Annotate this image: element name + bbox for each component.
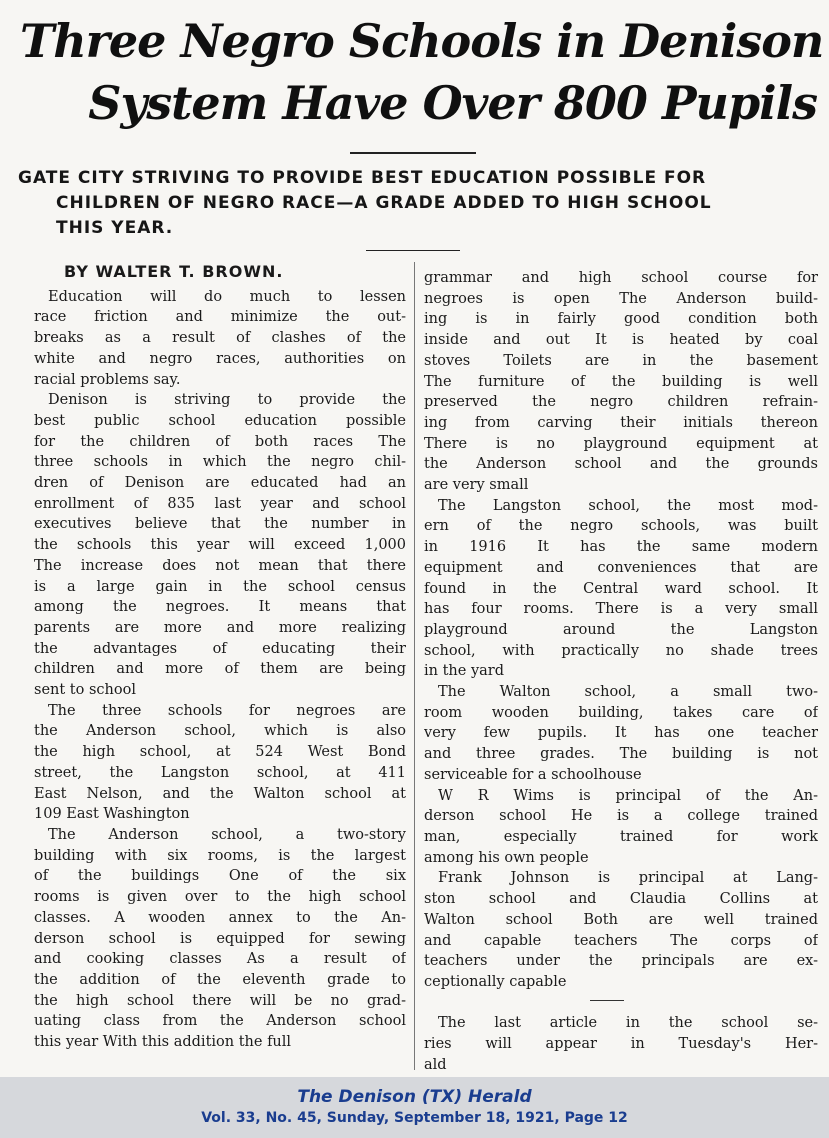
article-line: ceptionally capable — [424, 973, 567, 990]
article-line: Frank Johnson is principal at Lang- — [438, 870, 818, 887]
article-line: the schools this year will exceed 1,000 — [34, 537, 406, 554]
article-line: room wooden building, takes care of — [424, 704, 818, 721]
article-line: 109 East Washington — [34, 806, 190, 823]
article-line: the high school there will be no grad- — [34, 992, 406, 1009]
deck-line: THIS YEAR. — [56, 218, 174, 238]
article-line: The Anderson school, a two-story — [48, 826, 406, 843]
article-line: W R Wims is principal of the An- — [438, 787, 818, 804]
article-line: playground around the Langston — [424, 621, 818, 638]
article-line: derson school He is a college trained — [424, 808, 818, 825]
article-line: ern of the negro schools, was built — [424, 518, 818, 535]
article-line: teachers under the principals are ex- — [424, 953, 818, 970]
article-line: in the yard — [424, 663, 504, 680]
issue-info: Vol. 33, No. 45, Sunday, September 18, 1921, Page 12 — [201, 1110, 628, 1126]
article-line: parents are more and more realizing — [34, 619, 406, 636]
article-line: stoves Toilets are in the basement — [424, 352, 818, 369]
article-line: inside and out It is heated by coal — [424, 332, 818, 349]
article-line: for the children of both races The — [34, 433, 406, 450]
deck-rule — [366, 250, 460, 251]
article-line: The three schools for negroes are — [48, 702, 406, 719]
article-line: among the negroes. It means that — [34, 599, 406, 616]
article-line: There is no playground equipment at — [424, 435, 818, 452]
column-divider — [414, 262, 415, 1070]
article-line: ing is in fairly good condition both — [424, 311, 818, 328]
article-line: racial problems say. — [34, 371, 181, 388]
article-line: three schools in which the negro chil- — [34, 454, 406, 471]
article-line: building with six rooms, is the largest — [34, 847, 406, 864]
headline-rule — [350, 152, 476, 154]
article-column-left — [34, 262, 406, 1053]
headline-line-2: System Have Over 800 Pupils — [88, 76, 817, 130]
closing-separator — [590, 1000, 624, 1001]
article-line: in 1916 It has the same modern — [424, 539, 818, 556]
article-line: has four rooms. There is a very small — [424, 601, 818, 618]
article-line: negroes is open The Anderson build- — [424, 290, 818, 307]
article-line: preserved the negro children refrain- — [424, 394, 818, 411]
article-line: rooms is given over to the high school — [34, 889, 406, 906]
article-line: found in the Central ward school. It — [424, 580, 818, 597]
article-line: ing from carving their initials thereon — [424, 414, 818, 431]
article-line: the high school, at 524 West Bond — [34, 744, 406, 761]
article-line: school, with practically no shade trees — [424, 642, 818, 659]
article-line: ries will appear in Tuesday's Her- — [424, 1036, 818, 1053]
article-line: The furniture of the building is well — [424, 373, 818, 390]
deck-line: GATE CITY STRIVING TO PROVIDE BEST EDUCATION POSSIBLE FOR — [18, 168, 707, 188]
article-line: man, especially trained for work — [424, 828, 818, 845]
article-line: executives believe that the number in — [34, 516, 406, 533]
article-line: equipment and conveniences that are — [424, 559, 818, 576]
article-line: dren of Denison are educated had an — [34, 475, 406, 492]
article-line: this year With this addition the full — [34, 1034, 292, 1051]
article-line: among his own people — [424, 849, 589, 866]
article-line: are very small — [424, 477, 529, 494]
article-line: best public school education possible — [34, 412, 406, 429]
article-line: serviceable for a schoolhouse — [424, 766, 642, 783]
article-line: sent to school — [34, 682, 136, 699]
article-line: and capable teachers The corps of — [424, 932, 818, 949]
article-line: the addition of the eleventh grade to — [34, 971, 406, 988]
deck-headline — [18, 166, 818, 241]
article-column-right — [424, 268, 818, 1075]
article-line: classes. A wooden annex to the An- — [34, 909, 406, 926]
article-line: ald — [424, 1056, 447, 1073]
source-caption — [0, 1077, 829, 1138]
article-line: street, the Langston school, at 411 — [34, 764, 406, 781]
byline: BY WALTER T. BROWN. — [64, 262, 284, 281]
article-line: and cooking classes As a result of — [34, 951, 406, 968]
article-line: Denison is striving to provide the — [48, 392, 406, 409]
article-line: very few pupils. It has one teacher — [424, 725, 818, 742]
article-line: East Nelson, and the Walton school at — [34, 785, 406, 802]
article-line: The last article in the school se- — [438, 1015, 818, 1032]
article-line: children and more of them are being — [34, 661, 406, 678]
publication-name: The Denison (TX) Herald — [297, 1087, 532, 1107]
article-line: Education will do much to lessen — [48, 288, 406, 305]
headline-line-1: Three Negro Schools in Denison — [20, 14, 824, 68]
article-line — [424, 993, 818, 1014]
article-line: is a large gain in the school census — [34, 578, 406, 595]
article-line: white and negro races, authorities on — [34, 350, 406, 367]
article-line: The increase does not mean that there — [34, 557, 406, 574]
article-line: enrollment of 835 last year and school — [34, 495, 406, 512]
article-line: The Langston school, the most mod- — [438, 497, 818, 514]
article-line: uating class from the Anderson school — [34, 1013, 406, 1030]
article-line: grammar and high school course for — [424, 270, 818, 286]
article-line: ston school and Claudia Collins at — [424, 891, 818, 908]
article-line: derson school is equipped for sewing — [34, 930, 406, 947]
article-line: breaks as a result of clashes of the — [34, 330, 406, 347]
article-line: The Walton school, a small two- — [438, 684, 818, 701]
article-line: Walton school Both are well trained — [424, 911, 818, 928]
article-line: the Anderson school and the grounds — [424, 456, 818, 473]
deck-line: CHILDREN OF NEGRO RACE—A GRADE ADDED TO HIGH SCHOOL — [56, 193, 712, 213]
article-line: and three grades. The building is not — [424, 746, 818, 763]
article-line: race friction and minimize the out- — [34, 309, 406, 326]
article-line: the Anderson school, which is also — [34, 723, 406, 740]
article-line: of the buildings One of the six — [34, 868, 406, 885]
article-line: the advantages of educating their — [34, 640, 406, 657]
